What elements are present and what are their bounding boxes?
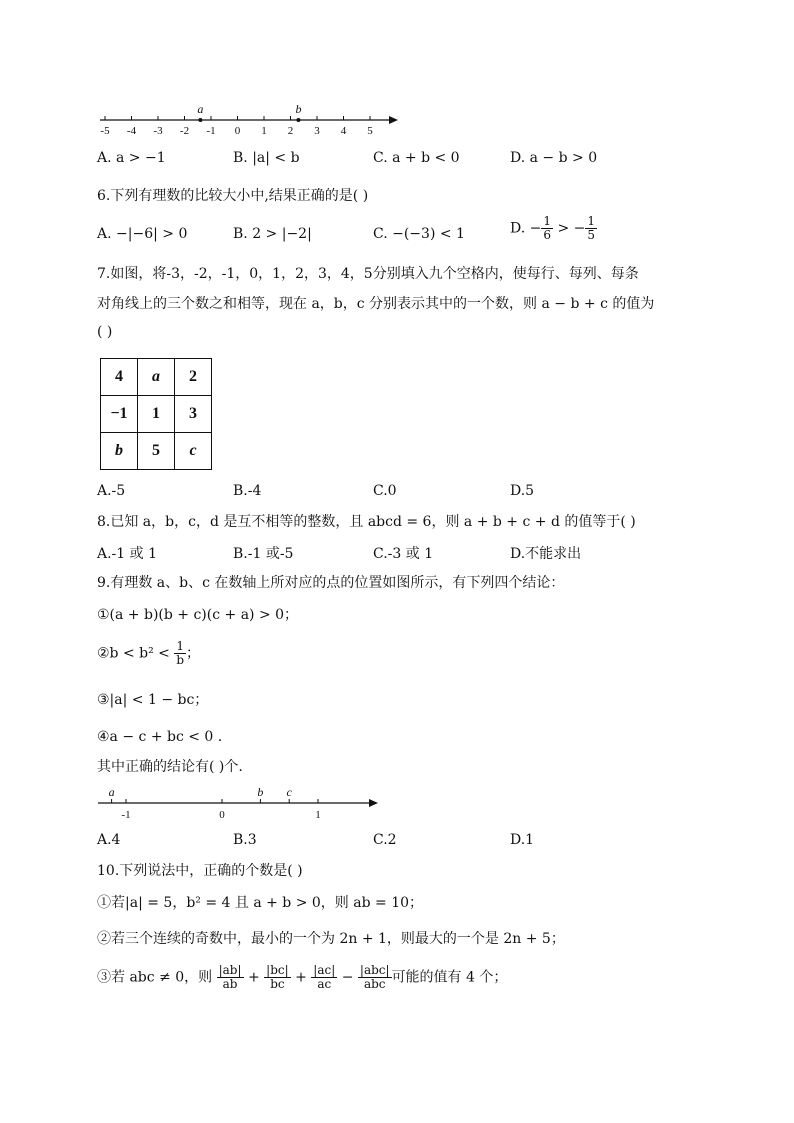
q8-option-c[interactable]: C.-3 或 1 bbox=[373, 546, 434, 562]
number-line-q9 bbox=[92, 783, 392, 823]
q9-stem: 9.有理数 a、b、c 在数轴上所对应的点的位置如图所示，有下列四个结论： bbox=[97, 575, 565, 591]
q7-stem-line2: 对角线上的三个数之和相等，现在 a，b，c 分别表示其中的一个数，则 a − b + c 的值为 bbox=[97, 296, 655, 312]
number-line-q5 bbox=[92, 96, 412, 138]
q9-conclusion-4: ④a − c + bc < 0 . bbox=[97, 729, 223, 745]
axis-arrow-icon bbox=[369, 799, 378, 807]
tick-label: 0 bbox=[234, 125, 241, 137]
q8-stem: 8.已知 a，b，c，d 是互不相等的整数，且 abcd = 6，则 a + b + c + d 的值等于( ) bbox=[97, 514, 636, 530]
fraction-abs-ab: $\frac{|ab|}{ab}$ bbox=[218, 963, 242, 991]
grid-cell: 5 bbox=[138, 433, 175, 470]
point-label: a bbox=[197, 102, 204, 116]
fraction-one-sixth: $\frac{1}{6}$ bbox=[543, 214, 551, 242]
q9-option-d[interactable]: D.1 bbox=[510, 832, 535, 848]
q7-stem-line1: 7.如图，将-3，-2，-1，0，1，2，3，4，5分别填入九个空格内，使每行、每列、每条 bbox=[97, 266, 639, 282]
q7-option-b[interactable]: B.-4 bbox=[233, 483, 262, 499]
q9-option-b[interactable]: B.3 bbox=[233, 832, 257, 848]
q6-option-c[interactable]: C. −(−3) < 1 bbox=[373, 226, 465, 242]
q8-option-d[interactable]: D.不能求出 bbox=[510, 546, 582, 562]
q6-option-b[interactable]: B. 2 > |−2| bbox=[233, 226, 312, 242]
tick-label: -4 bbox=[126, 125, 137, 137]
magic-square-grid bbox=[100, 358, 212, 470]
grid-cell: 3 bbox=[175, 396, 212, 433]
tick-label: 1 bbox=[315, 809, 321, 821]
q9-option-a[interactable]: A.4 bbox=[97, 832, 121, 848]
q7-stem-line3: ( ) bbox=[97, 324, 113, 340]
point-dot bbox=[296, 118, 300, 122]
point-label: c bbox=[286, 785, 292, 799]
grid-cell: 4 bbox=[101, 359, 138, 396]
q7-option-a[interactable]: A.-5 bbox=[97, 483, 126, 499]
point-label: b bbox=[295, 102, 302, 116]
q5-option-c[interactable]: C. a + b < 0 bbox=[373, 150, 460, 166]
q7-option-d[interactable]: D.5 bbox=[510, 483, 535, 499]
q6-option-d[interactable]: D. − $\frac{1}{6}$ > − $\frac{1}{5}$ bbox=[510, 214, 596, 242]
grid-cell: c bbox=[175, 433, 212, 470]
point-label: a bbox=[108, 785, 115, 799]
tick-label: -1 bbox=[206, 125, 216, 137]
tick-label: 3 bbox=[314, 125, 320, 137]
tick-label: 4 bbox=[340, 125, 347, 137]
q10-statement-2: ②若三个连续的奇数中，最小的一个为 2n + 1，则最大的一个是 2n + 5； bbox=[97, 931, 565, 947]
q9-conclusion-3: ③|a| < 1 − bc； bbox=[97, 692, 209, 708]
fraction-abs-ac: $\frac{|ac|}{ac}$ bbox=[313, 963, 336, 991]
tick-label: 5 bbox=[367, 125, 373, 137]
tick-label: 1 bbox=[261, 125, 267, 137]
tick-label: -3 bbox=[153, 125, 163, 137]
tick-label: -1 bbox=[121, 809, 131, 821]
fraction-abs-bc: $\frac{|bc|}{bc}$ bbox=[266, 963, 289, 991]
q6-stem: 6.下列有理数的比较大小中,结果正确的是( ) bbox=[97, 188, 369, 204]
tick-label: -5 bbox=[100, 125, 110, 137]
grid-cell: 2 bbox=[175, 359, 212, 396]
q5-option-b[interactable]: B. |a| < b bbox=[233, 150, 300, 166]
q8-option-b[interactable]: B.-1 或-5 bbox=[233, 546, 294, 562]
q9-question: 其中正确的结论有( )个. bbox=[97, 759, 243, 775]
q9-conclusion-1: ①(a + b)(b + c)(c + a) > 0； bbox=[97, 607, 299, 623]
grid-cell: a bbox=[138, 359, 175, 396]
fraction-abs-abc: $\frac{\text{|abc|}}{\text{abc}}$ bbox=[359, 963, 390, 991]
tick-label: 2 bbox=[287, 125, 294, 137]
q5-option-a[interactable]: A. a > −1 bbox=[97, 150, 166, 166]
fraction-one-fifth: $\frac{1}{5}$ bbox=[587, 214, 596, 242]
q10-stem: 10.下列说法中，正确的个数是( ) bbox=[97, 863, 303, 879]
q9-option-c[interactable]: C.2 bbox=[373, 832, 397, 848]
tick-label: 0 bbox=[219, 809, 225, 821]
q6-option-a[interactable]: A. −|−6| > 0 bbox=[97, 226, 188, 242]
q9-conclusion-2: ②b < b² < $\frac{1}{b}$ ； bbox=[97, 639, 201, 667]
point-label: b bbox=[257, 785, 264, 799]
grid-cell: 1 bbox=[138, 396, 175, 433]
grid-cell: b bbox=[101, 433, 138, 470]
point-dot bbox=[198, 118, 202, 122]
q8-option-a[interactable]: A.-1 或 1 bbox=[97, 546, 158, 562]
q7-option-c[interactable]: C.0 bbox=[373, 483, 397, 499]
fraction-one-over-b: $\frac{1}{b}$ bbox=[176, 639, 185, 667]
q10-statement-3: ③若 abc ≠ 0，则 $\frac{|ab|}{ab}$ + $\frac{|bc|}{bc}$ + $\frac{|ac|}{ac}$ − $\frac{\text{|abc|}}{\text{abc}}$ 可能的值有 4 个； bbox=[97, 963, 508, 991]
q5-option-d[interactable]: D. a − b > 0 bbox=[510, 150, 598, 166]
q10-statement-1: ①若|a| = 5，b² = 4 且 a + b > 0，则 ab = 10； bbox=[97, 895, 424, 911]
tick-label: -2 bbox=[179, 125, 190, 137]
grid-cell: −1 bbox=[101, 396, 138, 433]
axis-arrow-icon bbox=[389, 116, 398, 124]
